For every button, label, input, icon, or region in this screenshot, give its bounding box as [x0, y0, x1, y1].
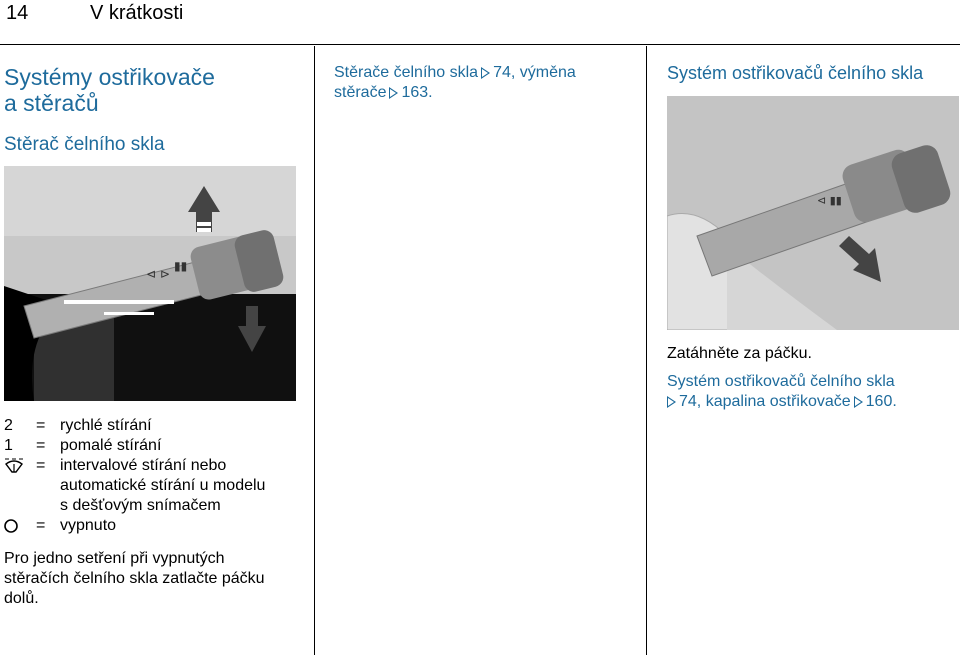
column-divider-right [646, 46, 647, 655]
section-heading-line-2: a stěračů [4, 90, 99, 116]
ref-text[interactable]: stěrače [334, 84, 387, 101]
ref-text[interactable]: 160. [865, 393, 897, 410]
legend-item-off [4, 516, 304, 536]
ref-text[interactable]: 74, výměna [493, 64, 576, 81]
section-heading [4, 64, 215, 116]
subsection-heading: Stěrač čelního skla [4, 134, 165, 155]
legend-symbol: 1 [4, 437, 13, 454]
paragraph-line-1: Pro jedno setření při vypnutých [4, 550, 225, 567]
washer-caption: Zatáhněte za páčku. [667, 345, 812, 362]
ref-text[interactable]: Stěrače čelního skla [334, 64, 479, 81]
legend-item-slow [4, 436, 304, 456]
section-title: V krátkosti [90, 2, 184, 24]
legend-item-fast [4, 416, 304, 436]
svg-text:▮▮: ▮▮ [174, 259, 188, 273]
legend-text: pomalé stírání [60, 437, 162, 454]
off-circle-icon [4, 518, 28, 540]
legend-equals: = [36, 517, 46, 534]
legend-symbol: 2 [4, 417, 13, 434]
page-reference-icon [389, 87, 398, 99]
washer-heading: Systém ostřikovačů čelního skla [667, 63, 924, 83]
svg-text:⊲ ▮▮: ⊲ ▮▮ [817, 194, 842, 207]
cross-reference-line-1 [334, 63, 634, 83]
paragraph-line-3: dolů. [4, 590, 39, 607]
section-heading-line-1: Systémy ostřikovače [4, 64, 215, 90]
cross-reference-line-2 [334, 83, 634, 103]
column-divider-left [314, 46, 315, 655]
single-wipe-paragraph [4, 549, 310, 609]
washer-cross-reference [667, 372, 957, 412]
page-number: 14 [6, 2, 29, 24]
wiper-cross-reference [334, 63, 634, 103]
paragraph-line-2: stěračích čelního skla zatlačte páčku [4, 570, 265, 587]
legend-text: rychlé stírání [60, 417, 152, 434]
wiper-lever-illustration [4, 166, 296, 401]
legend-item-interval [4, 456, 304, 516]
page-reference-icon [481, 67, 490, 79]
washer-lever-figure [667, 96, 959, 330]
legend-text-line-2: automatické stírání u modelu [60, 477, 266, 494]
cross-reference-line-2 [667, 392, 957, 412]
ref-text[interactable]: 74, kapalina ostřikovače [679, 393, 851, 410]
legend-text: vypnuto [60, 517, 117, 534]
washer-lever-illustration [667, 96, 959, 330]
legend-text-line-1: intervalové stírání nebo [60, 457, 227, 474]
interval-wipe-icon [4, 458, 28, 480]
page-reference-icon [854, 396, 863, 408]
legend-equals: = [36, 457, 46, 474]
wiper-lever-figure [4, 166, 296, 401]
header-divider [0, 44, 960, 45]
ref-text[interactable]: 163. [401, 84, 433, 101]
ref-text[interactable]: Systém ostřikovačů čelního skla [667, 373, 895, 390]
page-reference-icon [667, 396, 676, 408]
legend-equals: = [36, 437, 46, 454]
legend-text-line-3: s dešťovým snímačem [60, 497, 221, 514]
legend-equals: = [36, 417, 46, 434]
svg-text:⊲ ⊳: ⊲ ⊳ [146, 267, 170, 281]
